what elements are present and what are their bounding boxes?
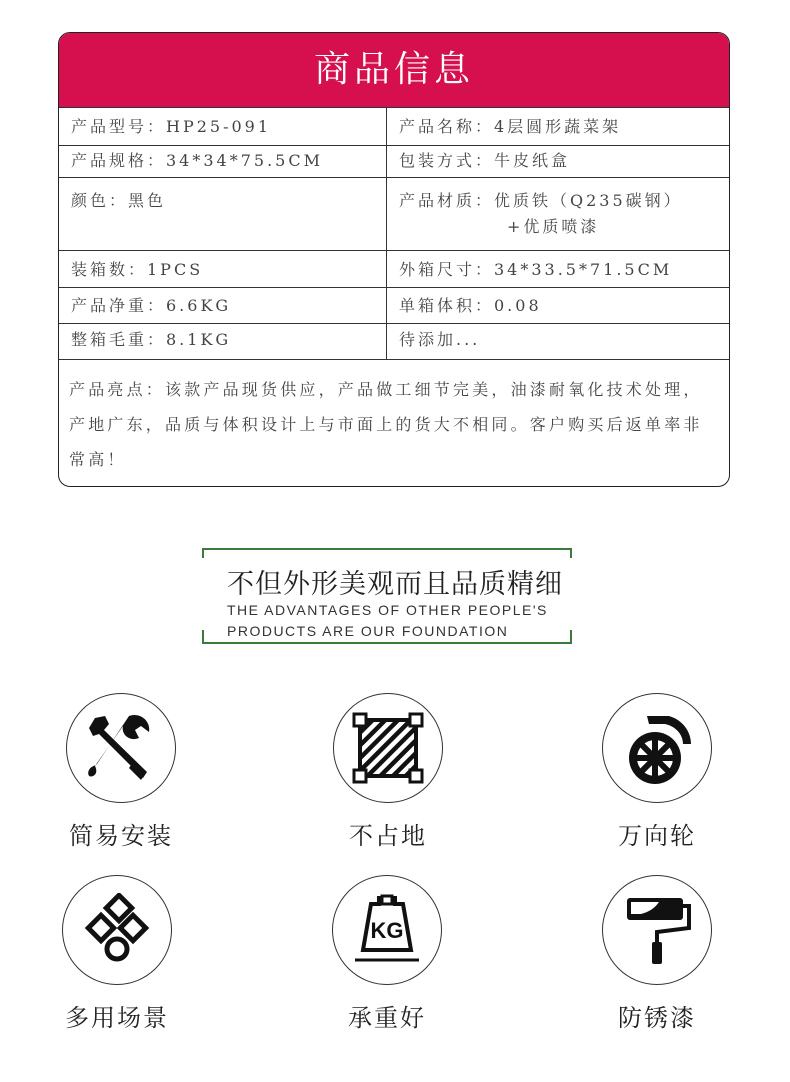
feature-anti-rust [587,875,727,1033]
paint-roller-icon [619,892,695,968]
table-row [59,145,729,177]
feature-easy-install [51,693,191,851]
card-title: 商品信息 [59,33,729,107]
spec-model: 产品型号：HP25-091 [59,108,387,145]
feature-label: 简易安装 [69,822,173,850]
feature-label: 多用场景 [65,1004,169,1032]
spec-carton-size: 外箱尺寸：34*33.5*71.5CM [399,260,673,279]
caster-wheel-icon [617,708,697,788]
feature-label: 不占地 [349,822,427,850]
compact-area-icon [352,712,424,784]
spec-packaging: 包装方式：牛皮纸盒 [399,151,571,170]
spec-net-weight: 产品净重：6.6KG [59,288,387,323]
feature-space-saving [318,693,458,851]
spec-pack-qty: 装箱数：1PCS [59,251,387,287]
feature-label: 防锈漆 [618,1004,696,1032]
svg-text:KG: KG [370,918,404,943]
feature-caster-wheel [587,693,727,851]
slogan-block [0,548,790,648]
table-row [59,323,729,359]
table-row [59,287,729,323]
spec-material-line2: +优质喷漆 [507,217,600,236]
slogan-sub-line1: THE ADVANTAGES OF OTHER PEOPLE'S [227,602,548,618]
table-row [59,107,729,145]
table-row [59,250,729,287]
spec-gross-weight: 整箱毛重：8.1KG [59,324,387,359]
spec-size: 产品规格：34*34*75.5CM [59,146,387,177]
weight-kg-icon [349,892,425,968]
slogan-title: 不但外形美观而且品质精细 [227,569,563,600]
tools-icon [85,712,157,784]
feature-label: 万向轮 [618,822,696,850]
product-highlight: 产品亮点：该款产品现货供应，产品做工细节完美，油漆耐氧化技术处理，产地广东，品质与体积设计上与市面上的货大不相同。客户购买后返单率非常高！ [59,359,729,487]
spec-table [59,107,729,487]
spec-tbd: 待添加... [399,330,481,349]
slogan-frame-bottom [202,630,572,644]
spec-color: 颜色：黑色 [59,178,387,250]
spec-material-line1: 产品材质：优质铁（Q235碳钢） [399,191,683,210]
table-row [59,177,729,250]
product-info-card [58,32,730,487]
spec-name: 产品名称：4层圆形蔬菜架 [399,117,622,136]
spec-volume: 单箱体积：0.08 [399,296,542,315]
feature-label: 承重好 [348,1004,426,1032]
multi-scene-icon [80,893,154,967]
slogan-frame-top [202,548,572,558]
spec-material [387,178,729,250]
slogan-sub-line2: PRODUCTS ARE OUR FOUNDATION [227,623,509,639]
feature-load-bearing [317,875,457,1033]
feature-multi-scene [47,875,187,1033]
